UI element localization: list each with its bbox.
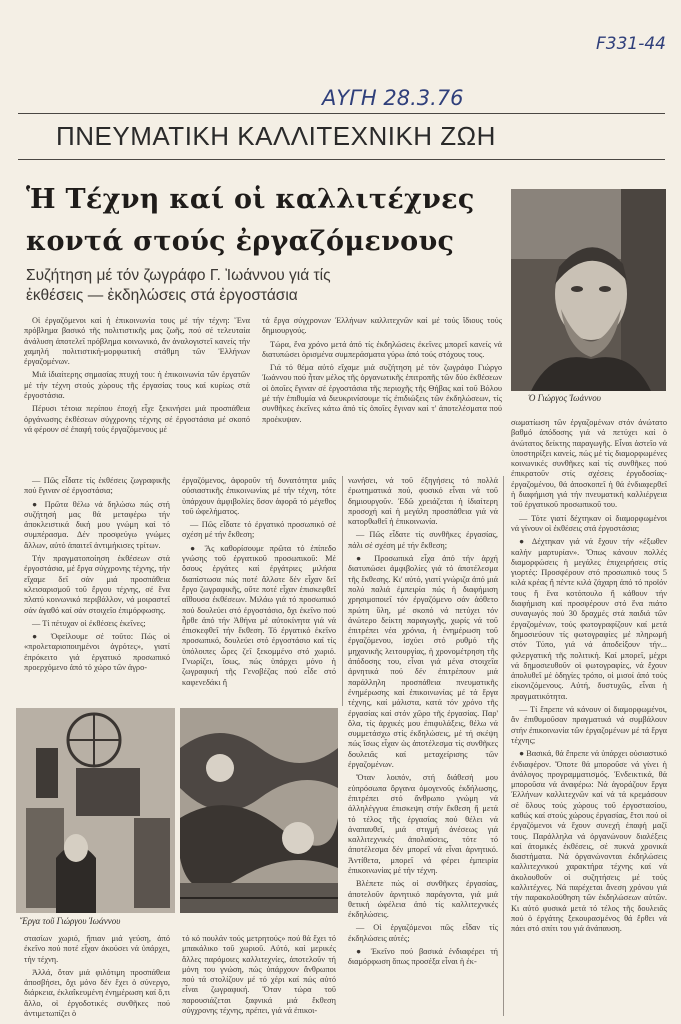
intro-paragraph: Οἱ ἐργαζόμενοι καί ἡ ἐπικοινωνία τους μέ τήν τέχνη: Ἕνα πρόβλημα βασικό τῆς πολιτιστικῆς μας ζωῆς, πού σέ τελευταία ἀνάλυση ἀποτελεῖ πρόβλημα κοινωνικό, ἄν ἀναλογιστεῖ κανείς τήν χαμηλή πολιτιστική-μορφωτική στάθμη τῶν Ἑλλήνων ἐργαζομένων. — [24, 316, 250, 367]
body-column-2 — [182, 476, 336, 698]
bottom-column-2 — [182, 934, 336, 1022]
section-bottom-rule — [18, 159, 665, 160]
intro-paragraph: Τώρα, ἕνα χρόνο μετά ἀπό τίς ἐκδηλώσεις ἐκεῖνες μπορεῖ κανείς νά διατυπώσει ὁρισμένα συμπεράσματα γύρω ἀπό τούς στόχους τους. — [262, 339, 502, 359]
body-paragraph: τό κό πουλάν τούς μετρητούς» πού θά ἔχει τό μπακάλικο τοῦ χωριοῦ. Αὐτό, καί μερικές ἄλλες παρόμοιες καλλιτεχνίες, ἀποτελοῦν τή μόνη του γνώση, πώς ὑπάρχουν ἄνθρωποι πού τά στολίζουν μέ τό χέρι καί πώς αὐτό εἶναι ζωγραφική. Ὅταν τώρα τοῦ παρουσιάζεται ξαφνικά μιά ἔκθεση σύγχρονης τέχνης, πρέπει, γιά νά ἐπικοι- — [182, 934, 336, 1016]
intro-column-2 — [262, 316, 502, 470]
body-paragraph: — Πῶς εἶδατε τό ἐργατικό προσωπικό σέ σχέση μέ τήν ἔκθεση; — [182, 520, 336, 540]
body-paragraph: ● Δέχτηκαν γιά νά ἔχουν τήν «ἐξωθεν καλήν μαρτυρίαν». Ὅπως κάνουν πολλές διαμορφώσεις ἡ μεγάλες ἐπιχειρήσεις στίς γιορτές: Προσφέρουν στό προσωπικό τους 5 κιλά κρέας ἤ πέντε κιλά ζάχαρη ἀπό τό προϊόν τους ἤ ἕνα κοτόπουλο ἤ κάθουν τήν διαφήμιση καί προσφέρουν στό ἕνα πιάτο συναγωγός πού 30 δραχμές στά παιδιά τῶν ἐργαζομένων, τούς φωτογραφίζουν καί μετά δημοσιεύουν τίς φωτογραφίες μέ πληρωμή στόν Τύπο, γιά νά ἀποδείξουν τήν... φιλεργατική τῆς πολιτική. Καί μπορεῖ, μέχρι νά δημοσιευθοῦν οἱ φωτογραφίες, νά ἔχουν ἀπολυθεῖ μέ ὁδηγίες τρόπο, οἱ μισοί ἀπό τούς εἰκονιζόμενους. Αὐτή, δυστυχῶς, εἶναι ἡ πραγματικότητα. — [511, 537, 667, 701]
headline-line-1: Ἡ Τέχνη καί οἱ καλλιτέχνες — [26, 184, 475, 215]
headline-line-2: κοντά στούς ἐργαζόμενους — [26, 226, 455, 257]
body-paragraph: στασίων χωριό, ἤπιαν μιά γεύση, ἀπό ἐκεῖνο πού ποτέ εἶχαν ἀκούσει νά ὑπάρχει, τήν τέχνη. — [24, 934, 170, 964]
portrait-illustration — [511, 189, 666, 391]
body-paragraph: σωματίωση τῶν ἐργαζομένων στόν ἀνώτατο βαθμό ἀπόδοσης γιά νά πετύχει καί ὁ ἀνώτατος δείκτης παραγωγῆς. Εἶναι ἀστεῖο νά ὑποστηρίξει κανείς, πώς μέ τίς διαμορφωμένες κοινωνικές συνθῆκες καί τίς συνθῆκες πού ἐπικρατοῦν στίς σχέσεις ἐργοδοσίας-ἐργαζομένου, θά ἀποσκοπεῖ ἡ θά ἐνδιαφερθεῖ ἡ διαφήμιση γιά τήν πνευματική καλλιέργεια τοῦ ἐργατικοῦ προσωπικοῦ του. — [511, 418, 667, 510]
body-paragraph: — Πῶς εἶδατε τίς ἐκθέσεις ζωγραφικῆς πού ἔγιναν σέ ἐργοστάσια; — [24, 476, 170, 496]
intro-paragraph: Μιά ἰδιαίτερης σημασίας πτυχή του: ἡ ἐπικοινωνία τῶν ἐργατῶν μέ τήν τέχνη στούς χώρους τῆς ἐργασίας τους καί κυρίως στά ἐργοστάσια. — [24, 370, 250, 401]
body-column-3 — [348, 476, 498, 1022]
artwork-image-1 — [16, 708, 175, 913]
intro-paragraph: Γιά τό θέμα αὐτό εἴχαμε μιά συζήτηση μέ τόν ζωγράφο Γιώργο Ἰωάννου πού ἦταν μέλος τῆς ὀργανωτικῆς ἐπιτροπῆς τῶν δύο ἐκθέσεων οἱ ὁποῖες ἔγιναν σέ ἐργοστάσια τῆς περιοχῆς τῆς Θήβας καί τοῦ Βόλου μέ τήν ἐπιθυμία νά διευκρινίσουμε τίς ἐπιδιώξεις τῶν ἐκδηλώσεων, τίς συνθῆκες ἐκεῖνες κάτω ἀπό τίς ὁποῖες ἔγιναν καί τ' ἀποτελέσματα πού προέκυψαν. — [262, 363, 502, 424]
section-top-rule — [18, 113, 665, 114]
body-paragraph: — Τί πέτυχαν οἱ ἐκθέσεις ἐκεῖνες; — [32, 618, 146, 628]
artwork-illustration-2 — [180, 708, 338, 913]
body-column-1 — [24, 476, 170, 698]
body-paragraph: — Τί ἔπρεπε νά κάνουν οἱ διαμορφωμένοι, ἄν ἐπιθυμοῦσαν πραγματικά νά συμβάλουν στήν ἐπικοινωνία τῶν ἐργαζομένων μέ τά ἔργα τέχνης; — [511, 705, 667, 745]
body-paragraph: ● Ἄς καθορίσουμε πρῶτα τό ἐπίπεδο γνώσης τοῦ ἐργατικοῦ προσωπικοῦ: Μέ ὅσους ἐργάτες καί ἐργάτριες μιλήσα διαπίστωσα πώς ποτέ ἄλλοτε δέν εἶχαν δεῖ ἔργο ζωγραφικῆς, οὔτε ποτέ εἶχαν ἐπισκεφθεῖ αἴθουσα ἐκθέσεων. Μιλάω γιά τό προσωπικό πού δουλεύει στό ἐργοστάσιο, ὄχι ἐκεῖνο πού ἦρθε ἀπό τήν Ἀθήνα μέ αὐτοκίνητα γιά νά ἐπισκεφθεῖ τήν ἔκθεση. Τό ἐργατικό ἐκεῖνο προσωπικό, δουλεύει στό ἐργοστάσιο καί τίς ὑπόλοιπες ὧρες ζεῖ ξεκομμένο στό χωριό. Γνωρίζει, ἴσως, πώς ὑπάρχει μόνο ἡ ζωγραφική τῆς Γενοβέζας πού εἶδε στό καφενεδάκι ἤ — [182, 543, 336, 687]
column-divider — [342, 476, 343, 706]
body-paragraph: Τήν πραγματοποίηση ἐκθέσεων στά ἐργοστάσια, μέ ἔργα σύγχρονης τέχνης, τήν εἴχαμε δεῖ σάν μιά προσπάθεια κλεισαρισμοῦ τοῦ ἔργου τέχνης, σέ ἕνα πλατύ κοινωνικό περιβάλλον, νά μοιραστεῖ σάν ἀγαθό καί σάν στοιχεῖο ἐπιμόρφωσης. — [24, 554, 170, 615]
body-paragraph: νωνήσει, νά τοῦ ἐξηγήσεις τό πολλά ἐρωτηματικά πού, φυσικό εἶναι νά τοῦ δημιουργοῦν. Ἐδῶ χρειάζεται ἡ ἰδιαίτερη προσοχή καί ἡ μεγάλη προσπάθεια γιά νά κατορθωθεῖ ἡ ἐπικοινωνία. — [348, 476, 498, 527]
body-paragraph: — Πῶς εἶδατε τίς συνθῆκες ἐργασίας, πάλι σέ σχέση μέ τήν ἔκθεση; — [348, 530, 498, 550]
column-divider — [503, 476, 504, 1016]
artwork-caption: Ἔργα τοῦ Γιώργου Ἰωάννου — [20, 916, 121, 926]
body-column-4 — [511, 418, 667, 1022]
subhead-line-1: Συζήτηση μέ τόν ζωγράφο Γ. Ἰωάννου γιά τίς — [26, 267, 331, 284]
intro-column-1 — [24, 316, 250, 470]
source-date-handwriting: ΑΥΓΗ 28.3.76 — [322, 86, 464, 110]
intro-paragraph: τά ἔργα σύγχρονων Ἑλλήνων καλλιτεχνῶν καί μέ τούς ἴδιους τούς δημιουργούς. — [262, 316, 502, 336]
subhead-line-2: ἐκθέσεις — ἐκδηλώσεις στά ἐργοστάσια — [26, 287, 298, 304]
body-paragraph: ● Πρῶτα θέλω νά δηλώσω πώς στή συζήτησή μας θά μεταφέρω τήν ἀποκλειστικά δική μου γνώμη καί τό συμπέρασμα. Δέν προσφεύγω γνώμες ἄλλων, αὐτό ἀπαιτεῖ ἀντιμήκισες τρίτων. — [24, 499, 170, 550]
portrait-photo — [511, 189, 666, 391]
body-paragraph: Ἀλλά, ὅταν μιά φιλότιμη προσπάθεια ἀποσβήσει, ὄχι μόνο δέν ἔχει ὁ σύνεργο, διάρκεια, ἐκλαΐκευμένη ἐνημέρωση καί ὅ,τι ἄλλο, οἱ ἐργοδοτικές συνθῆκες πού ἀντιμετωπίζει ὁ — [24, 967, 170, 1019]
body-paragraph: — Οἱ ἐργαζόμενοι πῶς εἶδαν τίς ἐκδηλώσεις αὐτές; — [348, 923, 498, 943]
body-paragraph: Βλέπετε πώς οἱ συνθῆκες ἐργασίας, ἀποτελοῦν ἀρνητικό παράγοντα, γιά μιά θετική ὠφέλεια ἀπό τίς καλλιτεχνικές ἐκδηλώσεις. — [348, 879, 498, 920]
intro-paragraph: Πέρυσι τέτοια περίπου ἐποχή εἶχε ξεκινήσει μιά προσπάθεια ὀργάνωσης ἐκθέσεων σύγχρονης τέχνης σέ ἐργοστάσια μέ σκοπό νά φέρουν σέ ἐπαφή τούς ἐργαζόμενους μέ — [24, 404, 250, 434]
body-paragraph: ● Ἐκεῖνο πού βασικά ἐνδιαφέρει τή διαμόρφωση ὅπως προσέξα εἶναι ἡ ἐκ- — [348, 947, 498, 967]
body-paragraph: ● Βασικά, θά ἔπρεπε νά ὑπάρχει οὐσιαστικό ἐνδιαφέρον. Ὅποτε θά μποροῦσε νά γίνει ἡ ἀνάλογος προγραμματισμός. Ἐνδεικτικά, θά μποροῦσα νά ἀναφέρω: Νά ἀγοράζουν ἔργα Ἑλλήνων καλλιτεχνῶν καί νά τά κρεμάσουν σέ ὅλους τούς χώρους τοῦ ἐργοστασίου, καθώς καί στούς χώρους ἐργασίας, ἔτσι πού οἱ ἐργαζόμενοι νά ἔχουν συνεχή ἐπαφή μαζί τους. Παράλληλα νά ὀργανώνουν διαλέξεις καί ἀτομικές ἐκθέσεις, σέ πυκνά χρονικά διαστήματα. Νά ὀργανώνονται ἐκδηλώσεις καλλιτεχνικού χαρακτήρα τέχνης καί νά ἀκολουθοῦν οἱ συζητήσεις μέ τούς καλλιτέχνες. Νά παρέχεται ἄνεση χρόνου γιά τήν παρακολούθηση τῶν ἐκδηλώσεων αὐτῶν. Κι αὐτό φυσικά μετά τό τέλος τῆς δουλειᾶς πού ὁ ἐργάτης ξεκουρασμένος θά ἔρθει νά πάει στό σπίτι του γιά ἀνάπαυση. — [511, 749, 667, 934]
body-paragraph: Ὅταν λοιπόν, στή διάθεσή μου εὐπρόσωπα ὄργανα ὁμογενοῦς ἐκδήλωσης, ἐπιτρέπει στό ἄνθρωπο γνώμη νά ἀλληλέγγυα ἐπισκεψη στήν ἔκθεση ἤ μετά τό τέλος τῆς ἐργασίας πού θέλει νά ἀναπαυθεῖ, μιά στιγμή ἀνέσεως γιά καλλιτεχνικές ἀπολαύσεις, τότε τό ἀποτέλεσμα δέν μπορεῖ νά εἶναι ἀρνητικό. Ἀντίθετα, μπορεῖ νά φέρει ἐμπειρία ἐπικοινωνίας μέ τήν τέχνη. — [348, 773, 498, 875]
body-paragraph: ● Ὀφείλουμε σέ τοῦτο: Πώς οἱ «προλεταριοποιημένοι ἀγρότες», γιατί ἐπρόκειτο γιά ἐργατικό προσωπικό προερχόμενο ἀπό τό χώρο τῶν ἀγρο- — [24, 632, 170, 673]
artwork-illustration-1 — [16, 708, 175, 913]
body-paragraph: — Τότε γιατί δέχτηκαν οἱ διαμορφωμένοι νά γίνουν οἱ ἐκθέσεις στά ἐργοστάσια; — [511, 513, 667, 533]
portrait-caption: Ὁ Γιώργος Ἰωάννου — [528, 393, 601, 403]
artwork-image-2 — [180, 708, 338, 913]
body-paragraph: ● Προσωπικά εἶχα ἀπό τήν ἀρχή διατυπώσει ἀμφιβολίες γιά τό ἀποτέλεσμα τῆς ἔκθεσης. Κι' αὐτό, γιατί γνώριζα ἀπό μιά πολύ παλιά ἐμπειρία πώς ἡ διαφήμιση χρησιμοποιεῖ τόν ἐργαζόμενο σάν ἀόθετο πρώτη ὕλη, μέ σκοπό νά πετύχει τόν ἀνώτερο δείκτη παραγωγῆς, χωρίς νά τοῦ ἐπιτρέπει νέα χρόνια, ἡ ἐνημέρωση τοῦ ἐργαζόμενου, ἰσχύει στό ρυθμό τῆς μηχανικῆς λειτουργίας, ἡ χρονομέτρηση τῆς ἀπόδοσης του, εἶναι γιά μένα στοιχεῖα ἀρνητικά πού δέν ἐπιτρέπουν μιά παράλληλη προσπάθεια πνευματικῆς ἐνημέρωσης καί ἐπικοινωνίας μέ τά ἔργα τέχνης, καί μάλιστα, κατά τόν χρόνο τῆς ἐργασίας καί στόν χῶρο τῆς ἐργασίας. Παρ' ὅλα, τίς ἀρχικές μου ἐπιφυλάξεις, θέλω νά συμμετάσχω στίς ἐκδηλώσεις, μέ τή σκέψη πώς ἴσως εἶχαν ὡς ἀποτέλεσμα τίς συνθῆκες δουλειᾶς καί μεταχείρισης τῶν ἐργαζομένων. — [348, 554, 498, 770]
section-title: ΠΝΕΥΜΑΤΙΚΗ ΚΑΛΛΙΤΕΧΝΙΚΗ ΖΩΗ — [56, 121, 496, 151]
archive-code-handwriting: F331-44 — [596, 34, 666, 54]
body-paragraph: ἐργαζόμενος, ἀφοροῦν τή δυνατότητα μιᾶς οὐσιαστικῆς ἐπικοινωνίας μέ τήν τέχνη, τότε ὑπάρχουν ἀμφιβολίες ὅσον ἀφορᾶ τό μέγεθος τοῦ ὠφελήματος. — [182, 476, 336, 516]
bottom-column-1 — [24, 934, 170, 1022]
